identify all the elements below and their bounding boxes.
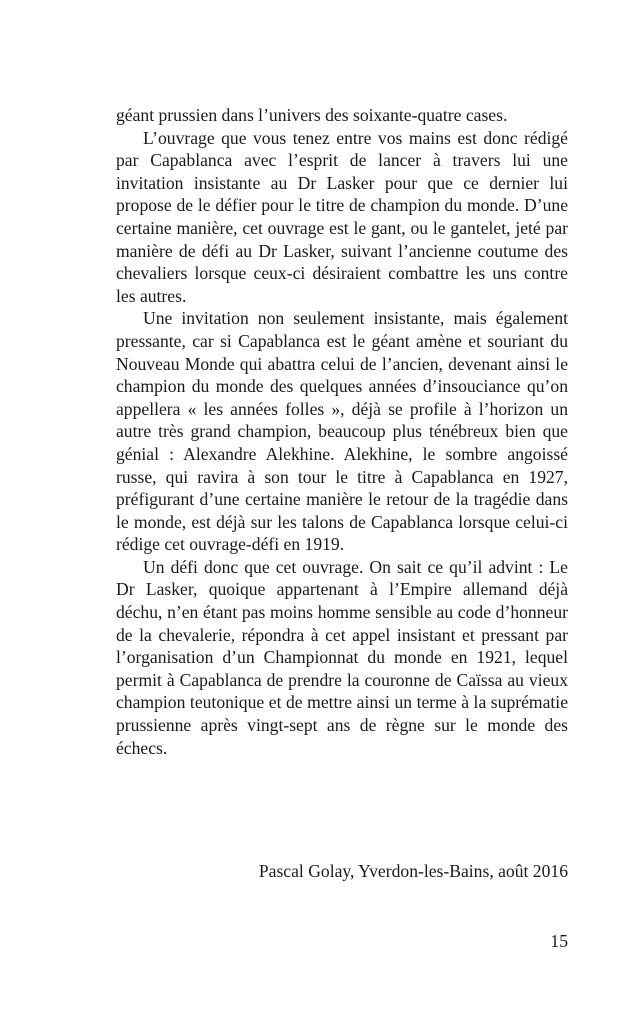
paragraph: Une invitation non seulement insistante, mais également pressante, car si Capablanca est le géant amène et souriant du Nouveau Monde qui abattra celui de l’ancien, devenant ainsi le champion du monde des quelques années d’insouciance qu’on appellera « les années folles », déjà se profile à l’horizon un autre très grand champion, beaucoup plus ténébreux bien que génial : Alexandre Alekhine. Alekhine, le sombre angoissé russe, qui ravira à son tour le titre à Capablanca en 1927, préfigurant d’une certaine manière le retour de la tragédie dans le monde, est déjà sur les talons de Capablanca lorsque celui-ci rédige cet ouvrage-défi en 1919. [116,308,568,555]
author-signature-line: Pascal Golay, Yverdon-les-Bains, août 2016 [258,861,568,881]
paragraph-continuation: géant prussien dans l’univers des soixante-quatre cases. [116,105,508,125]
page-number: 15 [550,931,568,951]
paragraph: L’ouvrage que vous tenez entre vos mains est donc rédigé par Capablanca avec l’esprit de lancer à travers lui une invitation insistante au Dr Lasker pour que ce dernier lui propose de le défier pour le titre de champion du monde. D’une certaine manière, cet ouvrage est le gant, ou le gantelet, jeté par manière de défi au Dr Lasker, suivant l’ancienne coutume des chevaliers lorsque ceux-ci désiraient combattre les uns contre les autres. [116,127,568,306]
body-text [116,104,568,759]
paragraph: Un défi donc que cet ouvrage. On sait ce qu’il advint : Le Dr Lasker, quoique appartenant à l’Empire allemand déjà déchu, n’en étant pas moins homme sensible au code d’honneur de la chevalerie, répondra à cet appel insistant et pressant par l’organisation d’un Championnat du monde en 1921, lequel permit à Capablanca de prendre la couronne de Caïssa au vieux champion teutonique et de mettre ainsi un terme à la suprématie prussienne après vingt-sept ans de règne sur le monde des échecs. [116,556,568,758]
